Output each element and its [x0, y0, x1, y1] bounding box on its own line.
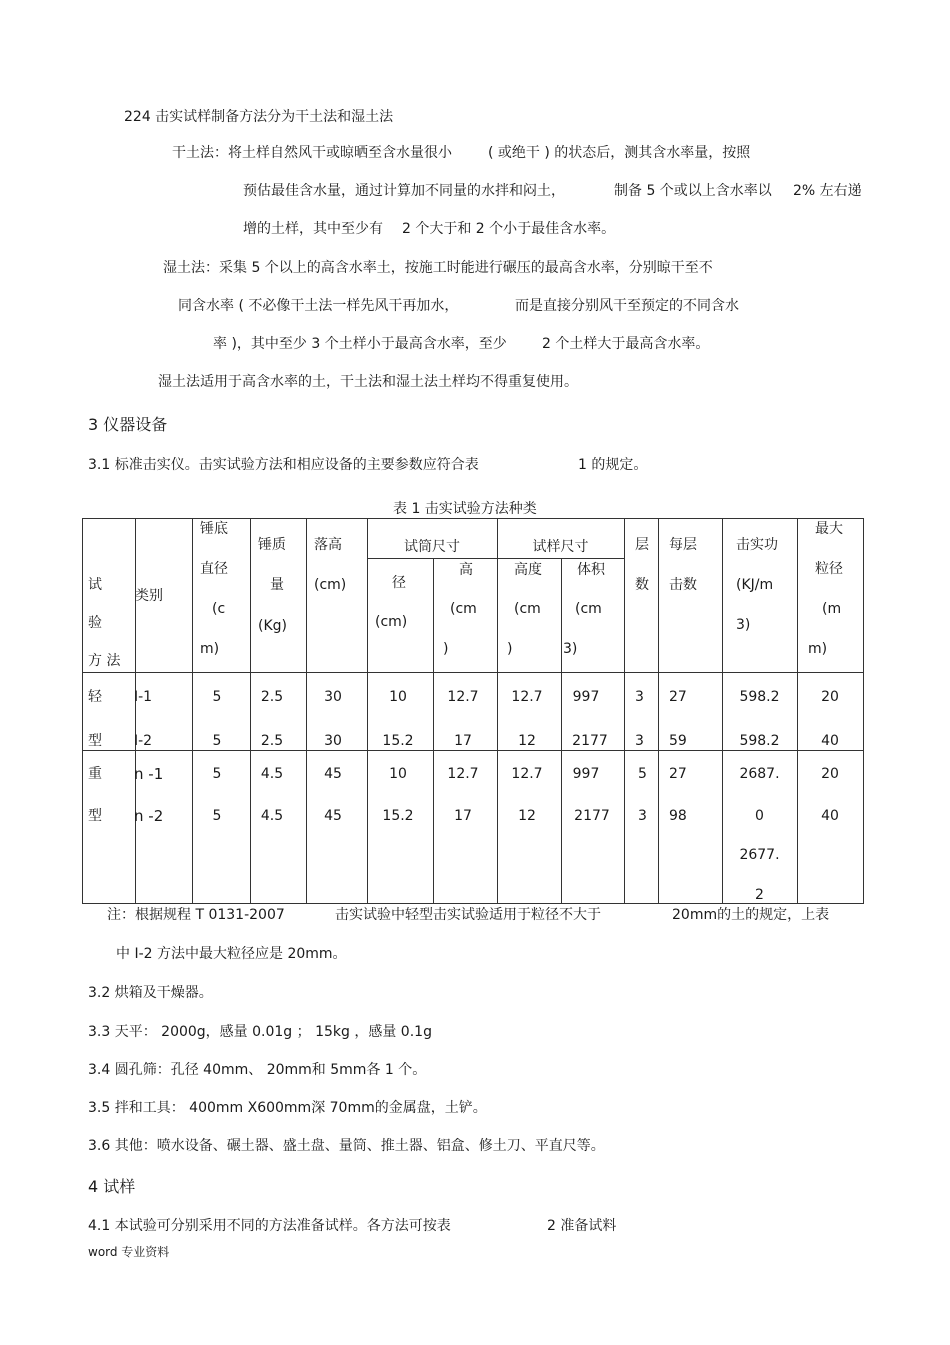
cell-hammer-mass: 2.5	[260, 733, 284, 749]
cell-layers: 3	[635, 733, 644, 749]
group-heavy-2: 型	[88, 808, 102, 824]
cell-drop: 30	[324, 689, 342, 705]
cell-energy-heavy-3: 2677.	[739, 847, 780, 863]
cell-hammer-mass: 4.5	[260, 766, 284, 782]
cell-energy-heavy-1: 2687.	[739, 766, 780, 782]
para-3-3: 3.3 天平： 2000g，感量 0.01g ； 15kg ，感量 0.1g	[88, 1024, 432, 1040]
cell-hammer-dia: 5	[212, 733, 222, 749]
cell-category: n -2	[134, 807, 164, 825]
table-note-line2: 中 I-2 方法中最大粒径应是 20mm。	[116, 946, 347, 962]
para-3-4: 3.4 圆孔筛：孔径 40mm、 20mm和 5mm各 1 个。	[88, 1062, 427, 1078]
cell-spec-h: 12	[518, 808, 536, 824]
hdr-hammer-dia-1: 锤底	[200, 521, 228, 537]
wet-method-note: 湿土法适用于高含水率的土，干土法和湿土法土样均不得重复使用。	[158, 374, 578, 390]
hdr-hammer-mass-2: 量	[270, 577, 284, 593]
section-4-heading: 4 试样	[88, 1177, 136, 1196]
cell-hammer-mass: 4.5	[260, 808, 284, 824]
wet-method-line3b: 2 个土样大于最高含水率。	[542, 336, 710, 352]
cell-cyl-d: 10	[389, 689, 407, 705]
hdr-method-3: 方 法	[88, 653, 121, 669]
hdr-cylinder-group: 试筒尺寸	[404, 539, 460, 555]
group-light-1: 轻	[88, 689, 102, 705]
hdr-method-2: 验	[88, 615, 102, 631]
dry-method-line1b: ( 或绝干 ) 的状态后，测其含水率量，按照	[488, 145, 751, 161]
hdr-blows-2: 击数	[669, 577, 697, 593]
cell-spec-v: 2177	[572, 733, 608, 749]
group-heavy-1: 重	[88, 766, 102, 782]
hdr-hammer-dia-2: 直径	[200, 561, 228, 577]
cell-hammer-dia: 5	[212, 766, 222, 782]
hdr-drop-1: 落高	[314, 537, 342, 553]
cell-cyl-h: 12.7	[447, 766, 479, 782]
hdr-hammer-dia-4: m)	[200, 641, 220, 657]
cell-energy: 598.2	[739, 689, 780, 705]
cell-category: I-1	[134, 689, 153, 705]
hdr-cyl-h-3: )	[443, 641, 449, 657]
hdr-maxsize-1: 最大	[815, 521, 843, 537]
cell-layers: 5	[638, 766, 647, 782]
hdr-blows-1: 每层	[669, 537, 697, 553]
cell-maxsize: 40	[821, 808, 839, 824]
wet-method-line1: 湿土法：采集 5 个以上的高含水率土，按施工时能进行碾压的最高含水率，分别晾干至不	[163, 260, 713, 276]
wet-method-line3a: 率 )，其中至少 3 个土样小于最高含水率，至少	[213, 336, 507, 352]
hdr-cyl-h-1: 高	[459, 562, 473, 578]
table-caption: 表 1 击实试验方法种类	[393, 501, 537, 517]
cell-blows: 98	[669, 808, 687, 824]
cell-hammer-mass: 2.5	[260, 689, 284, 705]
hdr-category: 类别	[135, 588, 163, 604]
cell-blows: 59	[669, 733, 687, 749]
cell-cyl-d: 15.2	[382, 808, 414, 824]
cell-spec-h: 12.7	[511, 766, 543, 782]
hdr-spec-h-3: )	[507, 641, 513, 657]
para-3-6: 3.6 其他：喷水设备、碾土器、盛土盘、量筒、推土器、铝盒、修土刀、平直尺等。	[88, 1138, 605, 1154]
hdr-cyl-d-2: (cm)	[375, 614, 408, 630]
hdr-cyl-h-2: (cm	[450, 601, 477, 617]
hdr-maxsize-2: 粒径	[815, 561, 843, 577]
hdr-energy-3: 3)	[736, 617, 751, 633]
cell-cyl-d: 10	[389, 766, 407, 782]
hdr-hammer-mass-3: (Kg)	[258, 618, 287, 634]
hdr-hammer-dia-3: (c	[212, 601, 226, 617]
dry-method-line2a: 预估最佳含水量，通过计算加不同量的水拌和闷土，	[243, 183, 565, 199]
section-224-title: 224 击实试样制备方法分为干土法和湿土法	[124, 109, 394, 125]
para-3-1a: 3.1 标准击实仪。击实试验方法和相应设备的主要参数应符合表	[88, 457, 479, 473]
para-3-2: 3.2 烘箱及干燥器。	[88, 985, 213, 1001]
dry-method-line2b: 制备 5 个或以上含水率以	[614, 183, 772, 199]
para-3-5: 3.5 拌和工具： 400mm X600mm深 70mm的金属盘，土铲。	[88, 1100, 487, 1116]
cell-cyl-d: 15.2	[382, 733, 414, 749]
cell-spec-h: 12.7	[511, 689, 543, 705]
hdr-spec-v-1: 体积	[577, 562, 605, 578]
table-note-line1b: 击实试验中轻型击实试验适用于粒径不大于	[335, 907, 601, 923]
cell-energy-heavy-4: 2	[755, 887, 764, 903]
cell-category: I-2	[134, 733, 153, 749]
cell-energy-heavy-2: 0	[755, 808, 764, 824]
cell-drop: 30	[324, 733, 342, 749]
cell-cyl-h: 12.7	[447, 689, 479, 705]
para-4-1b: 2 准备试料	[547, 1218, 617, 1234]
footer-label: word 专业资料	[88, 1245, 170, 1259]
hdr-spec-h-2: (cm	[514, 601, 541, 617]
cell-drop: 45	[324, 766, 342, 782]
wet-method-line2a: 同含水率 ( 不必像干土法一样先风干再加水，	[178, 298, 459, 314]
cell-maxsize: 20	[821, 689, 839, 705]
cell-maxsize: 40	[821, 733, 839, 749]
cell-hammer-dia: 5	[212, 689, 222, 705]
cell-cyl-h: 17	[454, 733, 472, 749]
cell-blows: 27	[669, 766, 687, 782]
cell-maxsize: 20	[821, 766, 839, 782]
hdr-spec-h-1: 高度	[514, 562, 542, 578]
para-3-1b: 1 的规定。	[578, 457, 648, 473]
hdr-maxsize-3: (m	[822, 601, 842, 617]
hdr-layers-1: 层	[635, 537, 649, 553]
cell-layers: 3	[638, 808, 647, 824]
dry-method-line3a: 增的土样，其中至少有	[243, 221, 383, 237]
hdr-hammer-mass-1: 锤质	[258, 537, 286, 553]
cell-layers: 3	[635, 689, 644, 705]
hdr-energy-1: 击实功	[736, 537, 778, 553]
cell-energy: 598.2	[739, 733, 780, 749]
table-note-line1a: 注：根据规程 T 0131-2007	[107, 907, 285, 923]
dry-method-line3b: 2 个大于和 2 个小于最佳含水率。	[402, 221, 616, 237]
hdr-method-1: 试	[88, 577, 102, 593]
hdr-energy-2: (KJ/m	[736, 577, 774, 593]
cell-blows: 27	[669, 689, 687, 705]
hdr-maxsize-4: m)	[808, 641, 828, 657]
group-light-2: 型	[88, 733, 102, 749]
para-4-1a: 4.1 本试验可分别采用不同的方法准备试样。各方法可按表	[88, 1218, 451, 1234]
hdr-drop-2: (cm)	[314, 577, 347, 593]
hdr-cyl-d-1: 径	[392, 575, 406, 591]
table-note-line1c: 20mm的土的规定，上表	[672, 907, 830, 923]
hdr-spec-v-2: (cm	[575, 601, 602, 617]
hdr-specimen-group: 试样尺寸	[532, 539, 589, 555]
cell-spec-v: 997	[572, 689, 600, 705]
cell-spec-v: 2177	[574, 808, 610, 824]
hdr-spec-v-3: 3)	[563, 641, 578, 657]
cell-spec-h: 12	[518, 733, 536, 749]
section-3-heading: 3 仪器设备	[88, 415, 168, 434]
dry-method-line1a: 干土法：将土样自然风干或晾晒至含水量很小	[172, 145, 452, 161]
cell-hammer-dia: 5	[212, 808, 222, 824]
cell-category: n -1	[134, 765, 164, 783]
cell-spec-v: 997	[572, 766, 600, 782]
hdr-layers-2: 数	[635, 577, 649, 593]
wet-method-line2b: 而是直接分别风干至预定的不同含水	[515, 298, 739, 314]
cell-drop: 45	[324, 808, 342, 824]
dry-method-line2c: 2% 左右递	[793, 183, 862, 199]
cell-cyl-h: 17	[454, 808, 472, 824]
